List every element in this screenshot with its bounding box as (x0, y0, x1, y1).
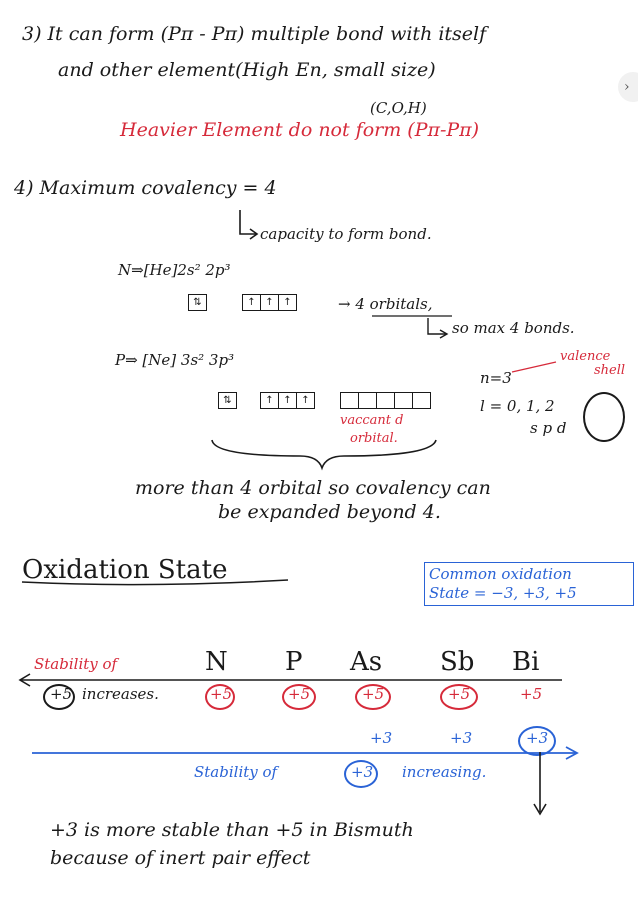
element-bi: Bi (512, 647, 540, 677)
shell-label: shell (594, 363, 626, 378)
stability-of-label: Stability of (34, 655, 118, 673)
spd-labels: s p d (530, 419, 567, 437)
section3-line1: 3) It can form (Pπ - Pπ) multiple bond with itself (22, 23, 487, 45)
capacity-note: capacity to form bond. (260, 225, 432, 243)
valence-arrow (512, 362, 556, 372)
vacant-orbital-label: orbital. (350, 431, 398, 446)
plus3-circled-label: +3 (351, 763, 374, 781)
expanded-covalency-line2: be expanded beyond 4. (218, 501, 441, 523)
orbital-box: ↑ (279, 294, 297, 311)
plus3-sb: +3 (450, 729, 473, 747)
orbital-box: ↑ (279, 392, 297, 409)
orbital-box: ↑ (297, 392, 315, 409)
n-equals: n=3 (480, 369, 512, 387)
max-bonds-note: so max 4 bonds. (452, 319, 575, 337)
expansion-brace (212, 440, 436, 468)
plus5-p: +5 (288, 685, 311, 703)
vacant-d-label: vaccant d (340, 413, 404, 428)
plus5-n: +5 (210, 685, 233, 703)
plus3-bi: +3 (526, 729, 549, 747)
common-oxidation-line1: Common oxidation (429, 565, 572, 583)
nitrogen-config: N⇒[He]2s² 2p³ (118, 261, 231, 279)
title-underline (22, 580, 288, 585)
plus5-sb: +5 (448, 685, 471, 703)
plus5-as: +5 (362, 685, 385, 703)
heavier-element-note: Heavier Element do not form (Pπ-Pπ) (120, 119, 480, 141)
element-sb: Sb (440, 647, 475, 677)
phosphorus-config: P⇒ [Ne] 3s² 3p³ (115, 351, 235, 369)
plus3-as: +3 (370, 729, 393, 747)
bismuth-stability-line2: because of inert pair effect (50, 847, 311, 869)
increases-label: increases. (82, 685, 159, 703)
orbital-box: ⇅ (188, 294, 207, 311)
increasing-label: increasing. (402, 763, 487, 781)
element-n: N (205, 647, 228, 677)
bismuth-stability-line1: +3 is more stable than +5 in Bismuth (50, 819, 414, 841)
orbital-box: ↑ (261, 294, 279, 311)
scroll-edge-button[interactable]: › (618, 72, 638, 102)
element-as: As (350, 647, 383, 677)
section4-title: 4) Maximum covalency = 4 (14, 177, 277, 199)
section3-line2: and other element(High En, small size) (58, 59, 436, 81)
capacity-arrow (240, 210, 256, 234)
element-p: P (285, 647, 303, 677)
oxidation-state-title: Oxidation State (22, 555, 228, 585)
stability-plus3-label: Stability of (194, 763, 278, 781)
section3-paren: (C,O,H) (370, 99, 427, 117)
orbital-box: ↑ (260, 392, 279, 409)
plus5-circled-label: +5 (50, 685, 73, 703)
valence-label: valence (560, 349, 611, 364)
four-orbitals-note: → 4 orbitals, (338, 295, 433, 313)
orbital-box: ↑ (242, 294, 261, 311)
common-oxidation-line2: State = −3, +3, +5 (429, 583, 577, 602)
plus5-bi: +5 (520, 685, 543, 703)
orbital-box: ⇅ (218, 392, 237, 409)
l-values: l = 0, 1, 2 (480, 397, 555, 415)
expanded-covalency-line1: more than 4 orbital so covalency can (135, 477, 491, 499)
